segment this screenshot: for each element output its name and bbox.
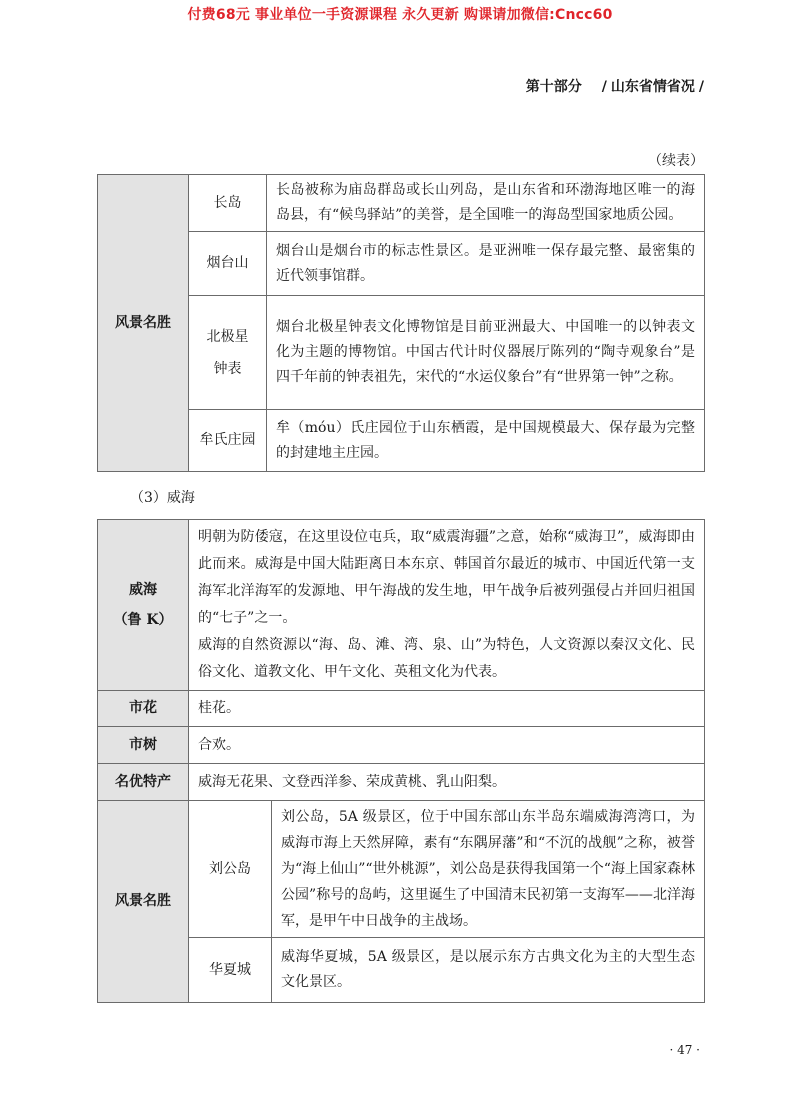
scenic-desc-cell: 威海华夏城，5A 级景区，是以展示东方古典文化为主的大型生态文化景区。 xyxy=(272,938,705,1003)
city-desc-paragraph: 明朝为防倭寇，在这里设位屯兵，取“威震海疆”之意，始称“威海卫”，威海即由此而来。威海是中国大陆距离日本东京、韩国首尔最近的城市、中国近代第一支海军北洋海军的发源地、甲午海战的发生地，甲午战争后被列强侵占并回归祖国的“七子”之一。 xyxy=(198,529,695,626)
table-row xyxy=(98,296,705,410)
city-desc-paragraph: 威海的自然资源以“海、岛、滩、湾、泉、山”为特色，人文资源以秦汉文化、民俗文化、道教文化、甲午文化、英租文化为代表。 xyxy=(198,637,695,680)
flower-label: 市花 xyxy=(98,691,189,727)
city-cell xyxy=(98,520,189,691)
scenic-name-cell: 长岛 xyxy=(189,175,267,232)
table-row xyxy=(98,727,705,764)
table-row xyxy=(98,520,705,691)
table-row xyxy=(98,801,705,938)
table-row xyxy=(98,764,705,801)
city-desc-cell xyxy=(189,520,705,691)
scenic-desc-cell: 长岛被称为庙岛群岛或长山列岛，是山东省和环渤海地区唯一的海岛县，有“候鸟驿站”的美誉，是全国唯一的海岛型国家地质公园。 xyxy=(267,175,705,232)
table-row xyxy=(98,410,705,472)
city-plate: （鲁 K） xyxy=(113,612,173,628)
page-header xyxy=(526,76,704,96)
scenic-name-cell: 烟台山 xyxy=(189,232,267,296)
section-title: （3）威海 xyxy=(130,490,195,506)
table-row xyxy=(98,175,705,232)
scenic-name-cell: 刘公岛 xyxy=(189,801,272,938)
continued-label: （续表） xyxy=(648,153,704,169)
scenic-desc-cell: 刘公岛，5A 级景区，位于中国东部山东半岛东端威海湾湾口，为威海市海上天然屏障，素有“东隅屏藩”和“不沉的战舰”之称，被誉为“海上仙山”“世外桃源”，刘公岛是获得我国第一个“海上国家森林公园”称号的岛屿，这里诞生了中国清末民初第一支海军——北洋海军，是甲午中日战争的主战场。 xyxy=(272,801,705,938)
category-cell: 风景名胜 xyxy=(98,175,189,472)
tree-value: 合欢。 xyxy=(189,727,705,764)
table-row xyxy=(98,938,705,1003)
city-name: 威海 xyxy=(129,582,157,598)
yantai-scenic-table xyxy=(97,174,705,472)
tree-label: 市树 xyxy=(98,727,189,764)
scenic-desc-cell: 烟台山是烟台市的标志性景区。是亚洲唯一保存最完整、最密集的近代领事馆群。 xyxy=(267,232,705,296)
table-row xyxy=(98,232,705,296)
scenic-desc-cell: 烟台北极星钟表文化博物馆是目前亚洲最大、中国唯一的以钟表文化为主题的博物馆。中国古代计时仪器展厅陈列的“陶寺观象台”是四千年前的钟表祖先，宋代的“水运仪象台”有“世界第一钟”之称。 xyxy=(267,296,705,410)
header-title: 山东省情省况 xyxy=(610,79,695,95)
scenic-desc-cell: 牟（móu）氏庄园位于山东栖霞，是中国规模最大、保存最为完整的封建地主庄园。 xyxy=(267,410,705,472)
page-number: · 47 · xyxy=(669,1043,700,1057)
table-row xyxy=(98,691,705,727)
scenic-name-cell: 牟氏庄园 xyxy=(189,410,267,472)
scenic-label: 风景名胜 xyxy=(98,801,189,1003)
watermark-banner: 付费68元 事业单位一手资源课程 永久更新 购课请加微信:Cncc60 xyxy=(187,7,613,23)
specialty-value: 威海无花果、文登西洋参、荣成黄桃、乳山阳梨。 xyxy=(189,764,705,801)
header-separator-end: / xyxy=(698,79,704,95)
weihai-table xyxy=(97,519,705,1003)
scenic-name-cell xyxy=(189,296,267,410)
header-part: 第十部分 xyxy=(525,79,582,95)
scenic-name-text: 北极星钟表 xyxy=(206,328,249,377)
specialty-label: 名优特产 xyxy=(98,764,189,801)
flower-value: 桂花。 xyxy=(189,691,705,727)
scenic-name-cell: 华夏城 xyxy=(189,938,272,1003)
header-separator: / xyxy=(601,79,607,95)
